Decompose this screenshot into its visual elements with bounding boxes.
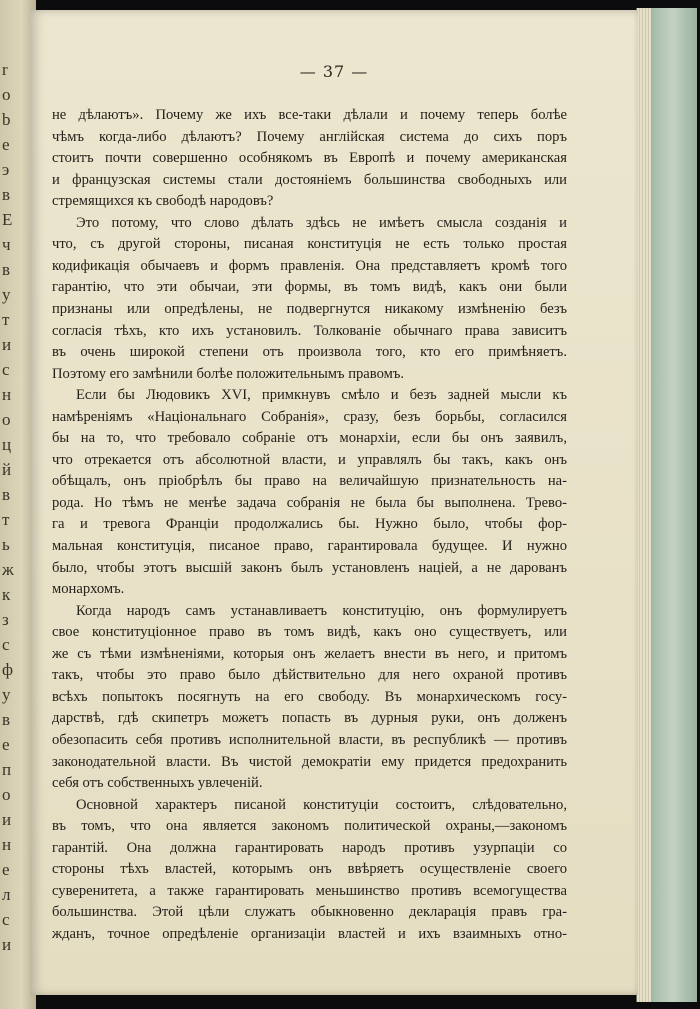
- left-page-fragment: с: [2, 910, 10, 929]
- text-line: обѣщалъ, онъ пріобрѣлъ бы право на величайшую признательность на-: [52, 473, 567, 490]
- book-cover-edge: [636, 8, 697, 1002]
- left-page-fragment: й: [2, 460, 12, 479]
- text-line: въ томъ, что она является закономъ политической охраны,—закономъ: [52, 818, 567, 835]
- left-page-fragment: т: [2, 510, 10, 529]
- text-line: обезопасить себя противъ исполнительной власти, въ республикѣ — противъ: [52, 731, 567, 748]
- text-line: гарантій. Она должна гарантировать народъ противъ узурпаціи со: [52, 839, 567, 856]
- text-line: всѣхъ попытокъ посягнуть на его свободу. Въ монархическомъ госу-: [52, 688, 567, 705]
- left-page-fragment: ф: [2, 660, 14, 679]
- text-line: га и тревога Франціи продолжались бы. Нужно было, чтобы фор-: [52, 516, 567, 533]
- left-page-fragment: н: [2, 835, 12, 854]
- text-line: намѣреніямъ «Національнаго Собранія», сразу, безъ борьбы, согласился: [52, 408, 567, 425]
- text-line: гарантію, что эти обычаи, эти формы, въ томъ видѣ, какъ они были: [52, 279, 567, 296]
- left-page-fragment: и: [2, 810, 12, 829]
- left-page-fragment: ц: [2, 435, 12, 454]
- left-page-fragment: и: [2, 335, 12, 354]
- text-line: себя отъ собственныхъ увлеченій.: [52, 775, 263, 792]
- left-page-fragment: с: [2, 635, 10, 654]
- book-page: [30, 10, 638, 995]
- text-line: бы на то, что требовало собраніе отъ монархіи, если бы онъ заявилъ,: [52, 430, 567, 447]
- text-line: суверенитета, а также гарантировать меньшинство противъ всемогущества: [52, 882, 567, 899]
- text-line: свое конституціонное право въ томъ видѣ, какъ оно существуетъ, или: [52, 624, 567, 641]
- left-page-fragment: и: [2, 935, 12, 954]
- left-page-fragment: ч: [2, 235, 11, 254]
- text-line: стремящихся къ свободѣ народовъ?: [52, 193, 274, 210]
- text-line: Это потому, что слово дѣлать здѣсь не имѣетъ смысла созданія и: [76, 214, 567, 231]
- left-page-fragment: o: [2, 85, 11, 104]
- text-line: стоитъ почти совершенно особнякомъ въ Европѣ и почему американская: [52, 150, 567, 167]
- left-page-fragment: н: [2, 385, 12, 404]
- left-page-fragment: з: [2, 610, 9, 629]
- page-block-edge: [637, 8, 651, 1002]
- text-line: чѣмъ когда-либо дѣлаютъ? Почему англійская система до сихъ поръ: [52, 128, 567, 145]
- left-page-fragment: у: [2, 685, 11, 704]
- text-line: что отрекается отъ абсолютной власти, и управлялъ бы такъ, какъ онъ: [52, 451, 567, 468]
- left-page-fragment: ь: [2, 535, 10, 554]
- left-page-fragment: к: [2, 585, 11, 604]
- text-line: было, чтобы этотъ высшій законъ былъ установленъ націей, а не дарованъ: [52, 559, 567, 576]
- left-page-fragment: с: [2, 360, 10, 379]
- text-line: монархомъ.: [52, 581, 125, 598]
- left-page-fragment: e: [2, 135, 10, 154]
- left-page-fragment: b: [2, 110, 11, 129]
- left-page-fragment: э: [2, 160, 10, 179]
- text-line: жданъ, точное опредѣленіе организаціи властей и ихъ взаимныхъ отно-: [52, 925, 567, 942]
- left-page-fragment: у: [2, 285, 11, 304]
- text-line: рода. Но тѣмъ не менѣе задача собранія не была бы выполнена. Трево-: [52, 494, 567, 511]
- left-page-fragment: r: [2, 60, 8, 79]
- text-line: дарствѣ, гдѣ скипетръ можетъ попасть въ дурныя руки, онъ долженъ: [52, 710, 567, 727]
- left-page-fragment: т: [2, 310, 10, 329]
- text-line: такъ, чтобы это право было дѣйствительно для него охраной противъ: [52, 667, 567, 684]
- left-page-fragment: ж: [2, 560, 14, 579]
- left-page-fragment: в: [2, 185, 11, 204]
- text-line: въ очень широкой степени отъ произвола того, кто его примѣняетъ.: [52, 344, 567, 361]
- text-line: законодательной власти. Въ чистой демократіи ему придется предохранить: [52, 753, 567, 770]
- text-line: Если бы Людовикъ XVI, примкнувъ смѣло и безъ задней мысли къ: [76, 387, 567, 404]
- left-page-fragment: п: [2, 760, 12, 779]
- left-page-fragment: в: [2, 710, 11, 729]
- left-page-fragment: о: [2, 785, 11, 804]
- text-line: Основной характеръ писаной конституціи состоитъ, слѣдовательно,: [76, 796, 567, 813]
- text-line: стороны тѣхъ властей, которымъ онъ ввѣряетъ осуществленіе своего: [52, 861, 567, 878]
- text-line: же съ тѣми измѣненіями, которыя онъ желаетъ внести въ него, и притомъ: [52, 645, 567, 662]
- left-page-fragment: е: [2, 860, 10, 879]
- left-page-fragment: л: [2, 885, 11, 904]
- text-line: Поэтому его замѣнили болѣе положительнымъ правомъ.: [52, 365, 405, 382]
- text-line: Когда народъ самъ устанавливаетъ конституцію, онъ формулируетъ: [76, 602, 567, 619]
- text-line: и французская системы стали достояніемъ большинства свободныхъ или: [52, 171, 567, 188]
- left-page-fragment: Е: [2, 210, 13, 229]
- page-number: — 37 —: [299, 62, 369, 81]
- text-line: мальная конституція, писаное право, гарантировала будущее. И нужно: [52, 538, 567, 554]
- text-line: что, съ другой стороны, писаная конституція не есть только простая: [52, 236, 567, 253]
- text-line: согласія тѣхъ, кто ихъ установилъ. Толкованіе обычнаго права зависитъ: [52, 322, 567, 339]
- text-line: не дѣлаютъ». Почему же ихъ все-таки дѣлали и почему теперь болѣе: [52, 107, 567, 123]
- text-line: большинства. Этой цѣли служатъ обыкновенно декларація правъ гра-: [52, 904, 567, 921]
- left-page-fragment: в: [2, 485, 11, 504]
- text-line: кодификація обычаевъ и формъ правленія. Она представляетъ кромѣ того: [52, 257, 567, 274]
- text-line: признаны или опредѣлены, не подвергнутся никакому измѣненію безъ: [52, 300, 567, 317]
- left-page-fragment: о: [2, 410, 11, 429]
- left-page-fragment: е: [2, 735, 10, 754]
- left-page-fragment: в: [2, 260, 11, 279]
